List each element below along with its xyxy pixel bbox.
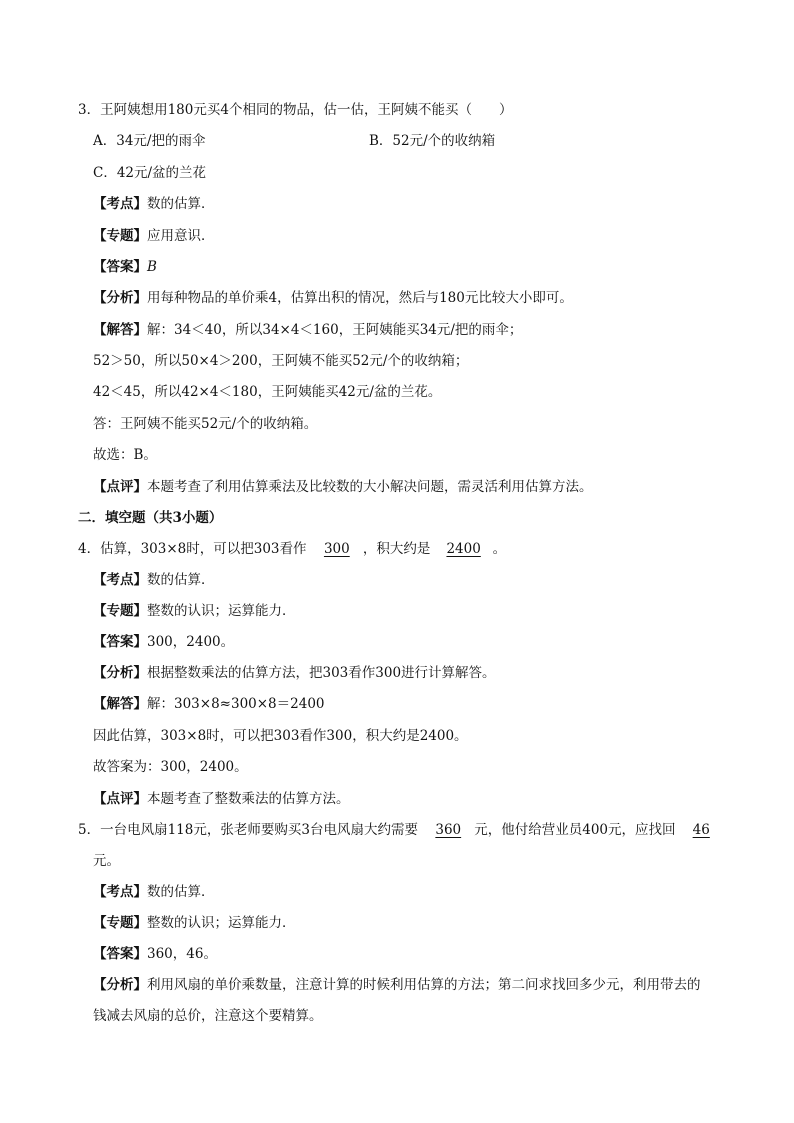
daan-text: 300，2400。 [147, 634, 235, 650]
q4-kaodian [93, 570, 215, 590]
daan-tag: 【答案】 [93, 946, 147, 962]
q3-option-b: B．52元/个的收纳箱 [369, 133, 496, 149]
fenxi-tag: 【分析】 [93, 290, 147, 306]
jieda-text: 解：303×8≈300×8＝2400 [147, 696, 325, 712]
fenxi-text: 用每种物品的单价乘4，估算出积的情况，然后与180元比较大小即可。 [147, 290, 573, 306]
q5-fenxi [93, 975, 701, 995]
q4-blank-2: 2400 [446, 541, 481, 557]
q3-jieda-line2: 52＞50，所以50×4＞200，王阿姨不能买52元/个的收纳箱； [93, 353, 469, 369]
dianping-tag: 【点评】 [93, 791, 147, 807]
section-title: 二．填空题（共3小题） [78, 510, 223, 526]
dianping-text: 本题考查了利用估算乘法及比较数的大小解决问题，需灵活利用估算方法。 [147, 479, 593, 495]
q3-dianping [93, 477, 593, 497]
kaodian-text: 数的估算． [147, 196, 215, 212]
q4-question [78, 539, 506, 559]
zhuanti-text: 整数的认识；运算能力． [147, 603, 296, 619]
q4-jieda-line2: 因此估算，303×8时，可以把303看作300，积大约是2400。 [93, 728, 468, 744]
q5-fenxi-line2: 钱减去风扇的总价，注意这个要精算。 [93, 1008, 323, 1024]
fenxi-text: 根据整数乘法的估算方法，把303看作300进行计算解答。 [147, 665, 496, 681]
q4-question-end: 。 [492, 541, 507, 557]
q5-daan [93, 944, 217, 964]
fenxi-tag: 【分析】 [93, 665, 147, 681]
q5-blank-2: 46 [692, 822, 710, 838]
kaodian-tag: 【考点】 [93, 196, 147, 212]
fenxi-text: 利用风扇的单价乘数量，注意计算的时候利用估算的方法；第二问求找回多少元，利用带去的 [147, 977, 701, 993]
q5-question-cont: 元。 [93, 853, 120, 869]
q3-option-a: A．34元/把的雨伞 [93, 133, 206, 149]
zhuanti-text: 应用意识． [147, 228, 215, 244]
q5-kaodian [93, 882, 215, 902]
q3-jieda [93, 320, 522, 340]
q5-question [78, 820, 710, 840]
kaodian-tag: 【考点】 [93, 884, 147, 900]
q5-blank-1: 360 [435, 822, 462, 838]
q4-jieda-line3: 故答案为：300，2400。 [93, 759, 248, 775]
kaodian-tag: 【考点】 [93, 572, 147, 588]
q4-blank-1: 300 [323, 541, 350, 557]
fenxi-tag: 【分析】 [93, 977, 147, 993]
q4-zhuanti [93, 601, 296, 621]
q4-daan [93, 632, 234, 652]
q5-zhuanti [93, 913, 296, 933]
daan-text: 360，46。 [147, 946, 217, 962]
daan-text: B [147, 259, 157, 275]
q3-fenxi [93, 288, 573, 308]
q3-option-c: C．42元/盆的兰花 [93, 165, 207, 181]
zhuanti-text: 整数的认识；运算能力． [147, 915, 296, 931]
zhuanti-tag: 【专题】 [93, 915, 147, 931]
daan-tag: 【答案】 [93, 634, 147, 650]
q3-question: 3．王阿姨想用180元买4个相同的物品，估一估，王阿姨不能买（ ） [78, 102, 513, 118]
daan-tag: 【答案】 [93, 259, 147, 275]
dianping-tag: 【点评】 [93, 479, 147, 495]
q3-kaodian [93, 194, 215, 214]
q3-jieda-line3: 42＜45，所以42×4＜180，王阿姨能买42元/盆的兰花。 [93, 384, 442, 400]
jieda-tag: 【解答】 [93, 322, 147, 338]
zhuanti-tag: 【专题】 [93, 603, 147, 619]
q3-daan [93, 257, 157, 277]
q4-fenxi [93, 663, 496, 683]
q3-zhuanti [93, 226, 215, 246]
q3-jieda-line5: 故选：B。 [93, 447, 157, 463]
q3-jieda-line4: 答：王阿姨不能买52元/个的收纳箱。 [93, 416, 318, 432]
q5-question-mid: 元，他付给营业员400元，应找回 [474, 822, 676, 838]
kaodian-text: 数的估算． [147, 572, 215, 588]
q4-jieda [93, 694, 325, 714]
q4-question-pre: 4．估算，303×8时，可以把303看作 [78, 541, 307, 557]
q5-question-pre: 5．一台电风扇118元，张老师要购买3台电风扇大约需要 [78, 822, 418, 838]
jieda-tag: 【解答】 [93, 696, 147, 712]
q4-dianping [93, 789, 350, 809]
dianping-text: 本题考查了整数乘法的估算方法。 [147, 791, 350, 807]
q4-question-mid: ，积大约是 [362, 541, 431, 557]
kaodian-text: 数的估算． [147, 884, 215, 900]
jieda-text: 解：34＜40，所以34×4＜160，王阿姨能买34元/把的雨伞； [147, 322, 523, 338]
zhuanti-tag: 【专题】 [93, 228, 147, 244]
